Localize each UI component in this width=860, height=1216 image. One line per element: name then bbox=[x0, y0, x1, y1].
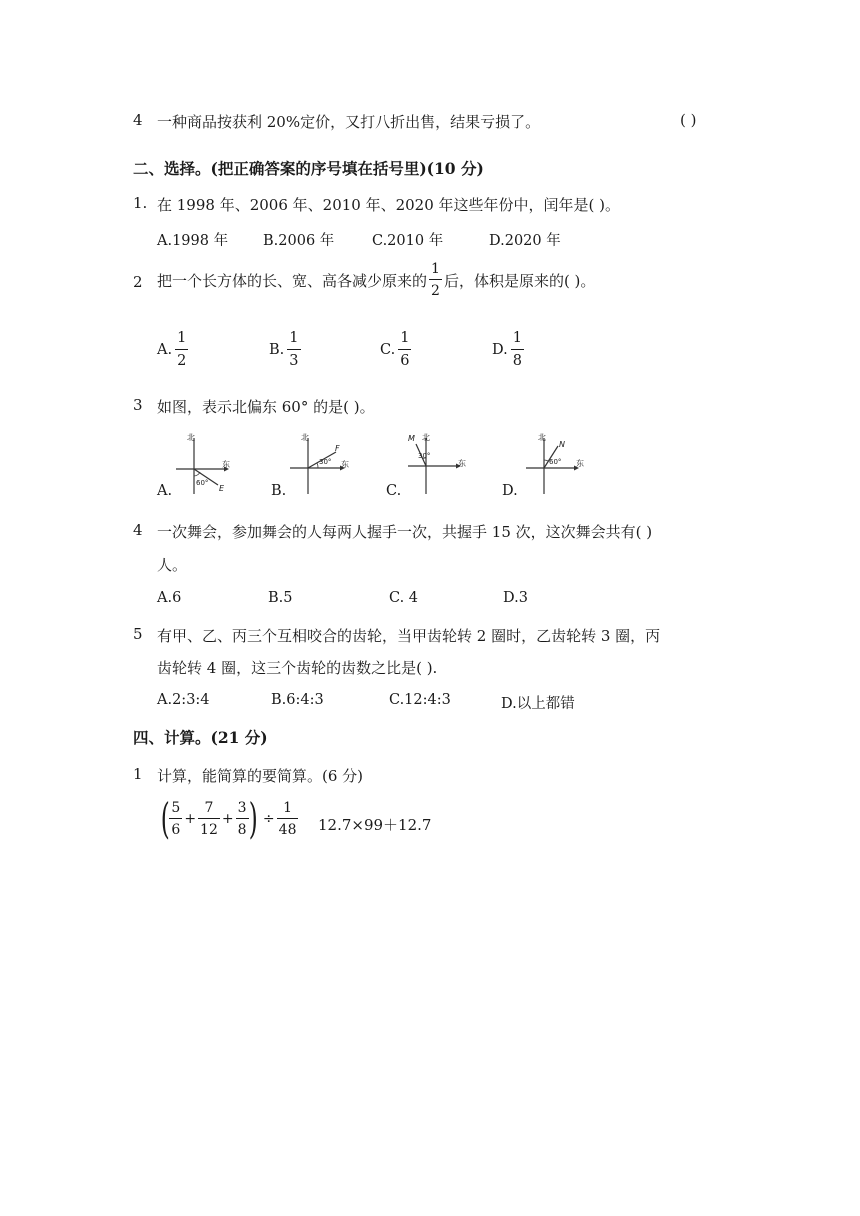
s2-q4-option-d: D.3 bbox=[503, 590, 528, 606]
angle-label: 30° bbox=[319, 458, 332, 466]
plus-sign: + bbox=[221, 811, 234, 827]
fraction-3 bbox=[236, 801, 249, 837]
fraction-1 bbox=[169, 801, 182, 837]
right-paren: ) bbox=[248, 794, 258, 843]
s2-q5-option-a: A.2:3:4 bbox=[157, 692, 210, 708]
north-label: 北 bbox=[538, 433, 546, 442]
numerator: 5 bbox=[169, 801, 182, 819]
s2-q2-fraction-numerator: 1 bbox=[429, 262, 442, 280]
fraction-denominator: 8 bbox=[512, 352, 522, 369]
point-label: F bbox=[335, 444, 340, 453]
s2-q1-text: 在 1998 年、2006 年、2010 年、2020 年这些年份中，闰年是( )。 bbox=[157, 196, 621, 214]
angle-label: 30° bbox=[418, 452, 431, 460]
denominator: 12 bbox=[200, 822, 218, 838]
s2-q2-option-d bbox=[492, 331, 524, 368]
east-label: 东 bbox=[458, 459, 466, 468]
s2-q3-figure-a bbox=[172, 432, 232, 496]
s2-q3-figure-c bbox=[404, 432, 468, 496]
judge-q4-answer-paren: ( ) bbox=[680, 111, 697, 129]
option-fraction bbox=[175, 331, 188, 368]
s2-q3-text: 如图，表示北偏东 60° 的是( )。 bbox=[157, 398, 375, 416]
judge-q4-number: 4 bbox=[133, 111, 143, 129]
fraction-numerator: 1 bbox=[511, 331, 524, 350]
fraction-4 bbox=[277, 801, 299, 837]
angle-label: 60° bbox=[549, 458, 562, 466]
option-fraction bbox=[287, 331, 300, 368]
s2-q3-option-c: C. bbox=[386, 483, 402, 499]
s2-q3-option-a: A. bbox=[157, 483, 173, 499]
s2-q3-option-b: B. bbox=[271, 483, 287, 499]
s2-q5-option-c: C.12:4:3 bbox=[389, 692, 451, 708]
option-label: C. bbox=[380, 341, 396, 358]
s2-q5-text-line2: 齿轮转 4 圈，这三个齿轮的齿数之比是( ). bbox=[157, 659, 438, 677]
s2-q1-option-b: B.2006 年 bbox=[263, 233, 335, 249]
east-label: 东 bbox=[576, 459, 584, 468]
s4-q1-expression-1 bbox=[157, 794, 298, 843]
s2-q2-text-before: 把一个长方体的长、宽、高各减少原来的 bbox=[157, 271, 428, 290]
s2-q5-option-d: D.以上都错 bbox=[501, 696, 575, 712]
fraction-denominator: 2 bbox=[177, 352, 187, 369]
s2-q3-figure-b bbox=[288, 432, 352, 496]
s2-q2-option-c bbox=[380, 331, 411, 368]
s2-q3-option-d: D. bbox=[502, 483, 518, 499]
s2-q5-number: 5 bbox=[133, 625, 143, 643]
s2-q1-option-c: C.2010 年 bbox=[372, 233, 444, 249]
point-label: N bbox=[559, 440, 565, 449]
numerator: 3 bbox=[236, 801, 249, 819]
s2-q1-option-a: A.1998 年 bbox=[157, 233, 229, 249]
option-fraction bbox=[511, 331, 524, 368]
s2-q2-text-after: 后，体积是原来的( )。 bbox=[443, 271, 596, 290]
s2-q2-option-b bbox=[269, 331, 301, 368]
s4-q1-expression-2: 12.7×99＋12.7 bbox=[318, 816, 432, 834]
s2-q1-number: 1. bbox=[133, 194, 148, 212]
numerator: 1 bbox=[277, 801, 299, 819]
s2-q2-fraction bbox=[429, 262, 442, 298]
point-label: E bbox=[219, 484, 225, 493]
section2-heading: 二、选择。(把正确答案的序号填在括号里)(10 分) bbox=[133, 159, 484, 178]
s2-q2-fraction-denominator: 2 bbox=[431, 283, 440, 299]
s2-q4-number: 4 bbox=[133, 521, 143, 539]
plus-sign: + bbox=[184, 811, 197, 827]
s2-q4-text-line1: 一次舞会，参加舞会的人每两人握手一次，共握手 15 次，这次舞会共有( ) bbox=[157, 523, 653, 541]
s4-q1-text: 计算，能简算的要简算。(6 分) bbox=[157, 767, 364, 785]
s2-q4-option-c: C. 4 bbox=[389, 590, 419, 606]
denominator: 6 bbox=[171, 822, 181, 838]
option-fraction bbox=[398, 331, 411, 368]
east-label: 东 bbox=[341, 460, 349, 469]
s2-q5-text-line1: 有甲、乙、丙三个互相咬合的齿轮，当甲齿轮转 2 圈时，乙齿轮转 3 圈，丙 bbox=[157, 627, 661, 645]
s2-q5-option-b: B.6:4:3 bbox=[271, 692, 324, 708]
angle-label: 60° bbox=[196, 479, 209, 487]
s2-q4-option-b: B.5 bbox=[268, 590, 293, 606]
fraction-numerator: 1 bbox=[398, 331, 411, 350]
fraction-2 bbox=[198, 801, 220, 837]
option-label: A. bbox=[157, 341, 173, 358]
option-label: B. bbox=[269, 341, 285, 358]
divide-sign: ÷ bbox=[262, 811, 275, 827]
denominator: 8 bbox=[237, 822, 247, 838]
s2-q3-number: 3 bbox=[133, 396, 143, 414]
s2-q2-option-a bbox=[157, 331, 188, 368]
point-label: M bbox=[408, 434, 415, 443]
s2-q4-option-a: A.6 bbox=[157, 590, 182, 606]
s2-q4-text-line2: 人。 bbox=[157, 556, 188, 574]
fraction-numerator: 1 bbox=[287, 331, 300, 350]
fraction-denominator: 6 bbox=[400, 352, 410, 369]
fraction-numerator: 1 bbox=[175, 331, 188, 350]
left-paren: ( bbox=[160, 794, 170, 843]
s4-q1-number: 1 bbox=[133, 765, 143, 783]
north-label: 北 bbox=[422, 433, 430, 442]
judge-q4-text: 一种商品按获利 20%定价，又打八折出售，结果亏损了。 bbox=[157, 113, 541, 131]
north-label: 北 bbox=[301, 433, 309, 442]
east-label: 东 bbox=[222, 460, 230, 469]
section4-heading: 四、计算。(21 分) bbox=[133, 728, 268, 747]
option-label: D. bbox=[492, 341, 508, 358]
s2-q2-number: 2 bbox=[133, 273, 143, 291]
s2-q2-text bbox=[157, 262, 595, 298]
s2-q3-figure-d bbox=[520, 432, 584, 496]
denominator: 48 bbox=[278, 822, 297, 838]
s2-q1-option-d: D.2020 年 bbox=[489, 233, 561, 249]
numerator: 7 bbox=[198, 801, 220, 819]
north-label: 北 bbox=[187, 433, 195, 442]
fraction-denominator: 3 bbox=[289, 352, 299, 369]
